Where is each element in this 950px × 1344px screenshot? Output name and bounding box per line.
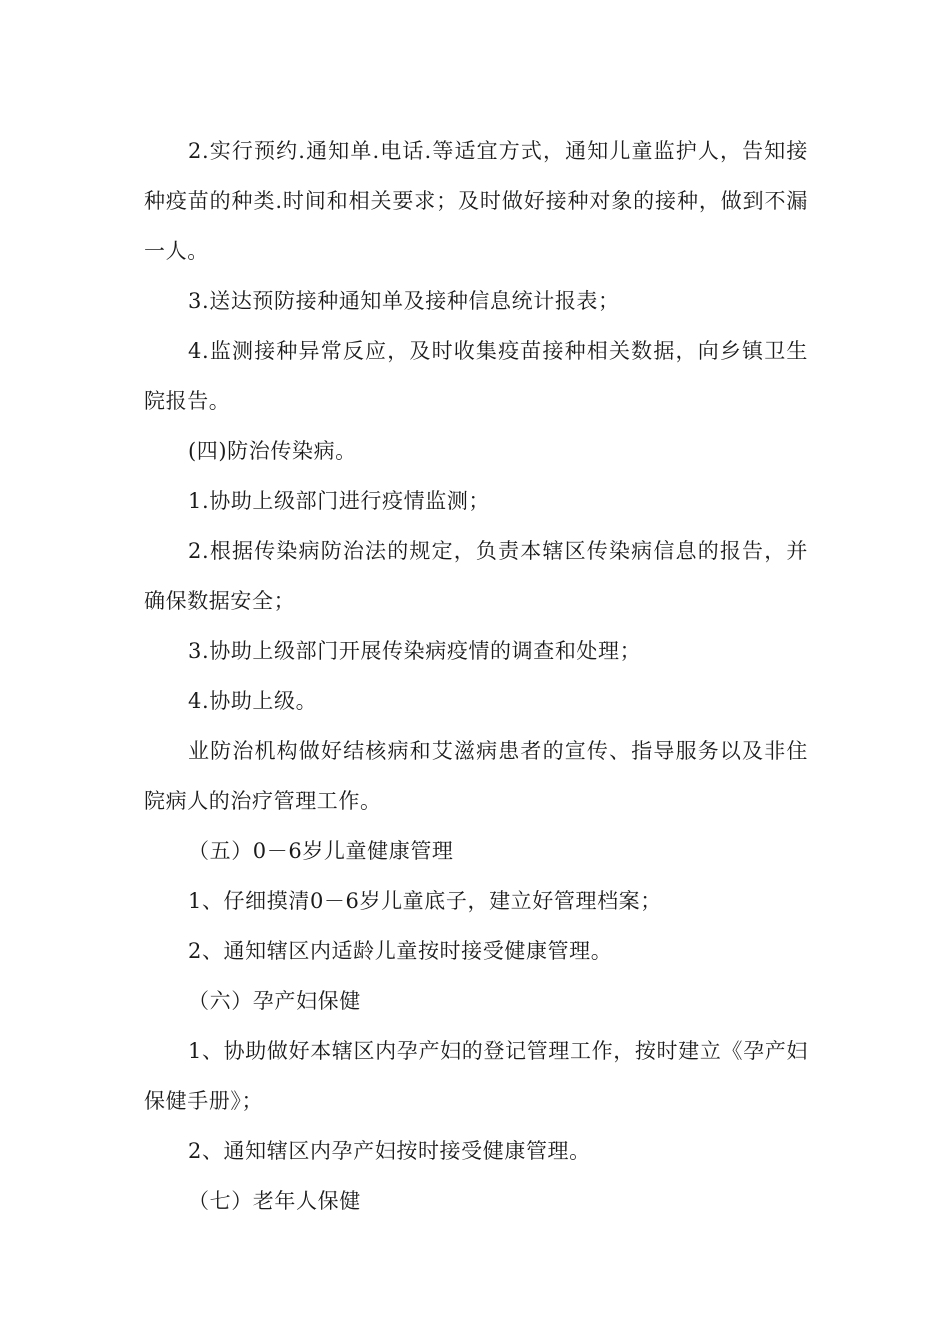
paragraph-vaccination-notice: 2.实行预约.通知单.电话.等适宜方式，通知儿童监护人，告知接种疫苗的种类.时间和相关要求；及时做好接种对象的接种，做到不漏一人。 bbox=[144, 139, 808, 263]
paragraph-epidemic-monitoring: 1.协助上级部门进行疫情监测； bbox=[188, 489, 491, 513]
paragraph-epidemic-investigation: 3.协助上级部门开展传染病疫情的调查和处理； bbox=[188, 639, 642, 663]
paragraph-maternal-registration: 1、协助做好本辖区内孕产妇的登记管理工作，按时建立《孕产妇保健手册》； bbox=[144, 1039, 808, 1113]
document-body bbox=[144, 126, 808, 1226]
paragraph-deliver-notices: 3.送达预防接种通知单及接种信息统计报表； bbox=[188, 289, 620, 313]
paragraph-monitor-reactions: 4.监测接种异常反应，及时收集疫苗接种相关数据，向乡镇卫生院报告。 bbox=[144, 339, 808, 413]
section-heading-elderly-care: （七）老年人保健 bbox=[188, 1189, 361, 1213]
section-heading-infectious-disease: (四)防治传染病。 bbox=[188, 439, 357, 463]
paragraph-tb-aids-management: 业防治机构做好结核病和艾滋病患者的宣传、指导服务以及非住院病人的治疗管理工作。 bbox=[144, 739, 808, 813]
section-heading-child-health: （五）0－6岁儿童健康管理 bbox=[188, 839, 454, 863]
section-heading-maternal-care: （六）孕产妇保健 bbox=[188, 989, 361, 1013]
paragraph-assist-superior: 4.协助上级。 bbox=[188, 689, 318, 713]
paragraph-maternal-notify: 2、通知辖区内孕产妇按时接受健康管理。 bbox=[188, 1139, 591, 1163]
paragraph-disease-reporting: 2.根据传染病防治法的规定，负责本辖区传染病信息的报告，并确保数据安全； bbox=[144, 539, 808, 613]
paragraph-child-records: 1、仔细摸清0－6岁儿童底子，建立好管理档案； bbox=[188, 889, 662, 913]
paragraph-child-notify: 2、通知辖区内适龄儿童按时接受健康管理。 bbox=[188, 939, 613, 963]
